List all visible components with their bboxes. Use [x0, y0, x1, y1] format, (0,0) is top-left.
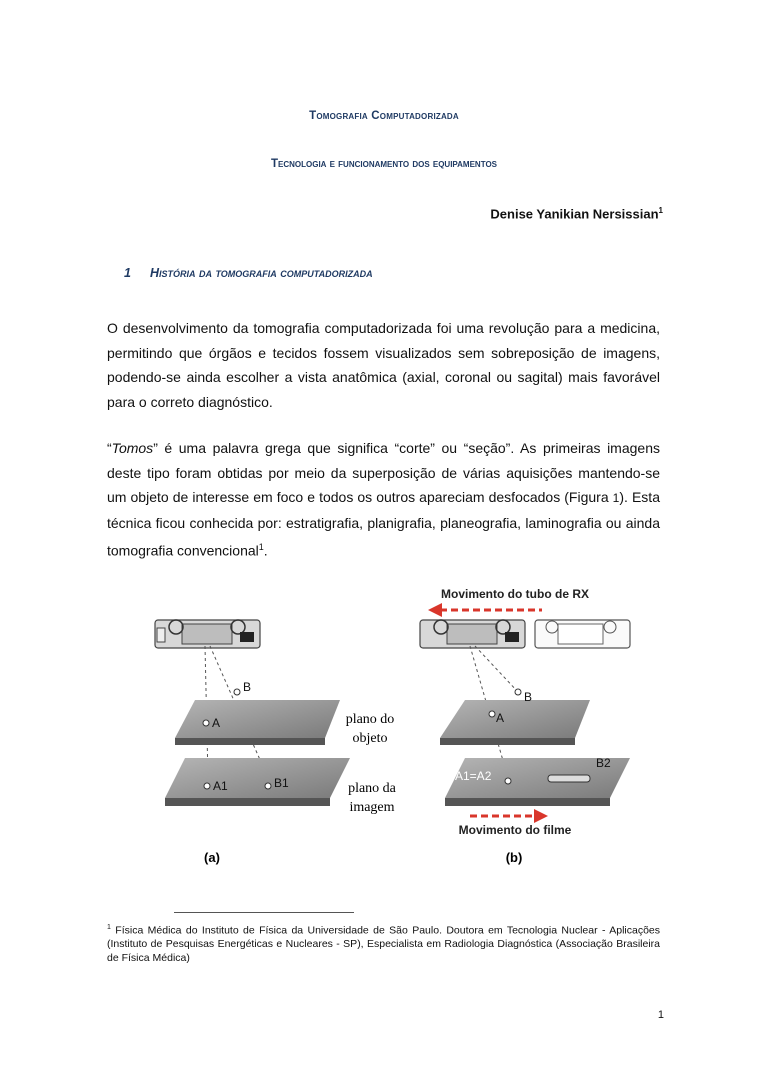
footnote-rule: [174, 912, 354, 913]
footnote-ref: 1: [107, 924, 111, 931]
blur-streak: [548, 775, 590, 782]
author-text: Denise Yanikian Nersissian: [490, 206, 659, 222]
section-heading: [124, 266, 373, 280]
object-plane-line1: plano do: [345, 712, 395, 727]
footnote-text: Física Médica do Instituto de Física da Universidade de São Paulo. Doutora em Tecnologia Nuclear - Aplicações (Instituto de Pesquisas Energéticas e Nucleares - SP), Especialista em Radiologia Diagnóstica (Associação Brasileira de Física Médica): [107, 924, 660, 964]
paragraph-2: [107, 436, 660, 563]
page-number: 1: [657, 1009, 664, 1021]
image-plane-line1: plano da: [348, 781, 396, 796]
label-a1-a: A1: [213, 779, 228, 793]
panel-a-label: (a): [204, 850, 220, 865]
author-name: [490, 206, 663, 221]
label-a-a: A: [212, 716, 221, 730]
label-b2-b: B2: [596, 756, 611, 770]
film-motion-arrow: [470, 809, 548, 823]
label-b-b: B: [524, 690, 533, 704]
section-title: História da tomografia computadorizada: [150, 266, 373, 280]
label-a-b: A: [496, 711, 505, 725]
footnote: [107, 921, 660, 965]
panel-b-object-plane: [440, 700, 590, 738]
panel-b-label: (b): [505, 850, 523, 865]
label-b-a: B: [243, 680, 252, 694]
panel-b-tube-ghost-icon: [535, 620, 630, 648]
paragraph-1: O desenvolvimento da tomografia computadorizada foi uma revolução para a medicina, permitindo que órgãos e tecidos fossem visualizados sem sobreposição de imagens, podendo-se ainda escolher a vista anatômica (axial, coronal ou sagital) mais favorável para o correto diagnóstico.: [107, 320, 660, 410]
panel-a-image-plane: [165, 758, 350, 798]
tube-motion-arrow: [428, 603, 542, 617]
term-tomos: Tomos: [111, 440, 154, 456]
paragraph-2-text-b: ). Esta técnica ficou conhecida por: estratigrafia, planigrafia, planeografia, laminografia ou ainda tomografia convencional: [107, 489, 660, 559]
quote-open: “: [107, 440, 112, 456]
label-b1-a: B1: [274, 776, 289, 790]
object-plane-line2: objeto: [352, 731, 388, 746]
label-a1a2-b: A1=A2: [455, 769, 492, 783]
panel-a-object-plane: [175, 700, 340, 738]
panel-a-tube-icon: [155, 620, 260, 648]
paragraph-2-end: .: [263, 542, 268, 559]
author-footnote-ref: 1: [658, 206, 663, 215]
film-motion-label: Movimento do filme: [458, 823, 572, 837]
paragraph-2-text-a: ” é uma palavra grega que significa “corte” ou “seção”. As primeiras imagens deste tipo foram obtidas por meio da superposição de várias aquisições mantendo-se um objeto de interesse em foco e todos os outros apareciam desfocados (Figura: [107, 440, 660, 505]
document-title: Tomografia Computadorizada: [309, 110, 459, 122]
panel-b-tube-icon: [420, 620, 525, 648]
section-number: 1: [124, 266, 131, 280]
figure-reference: 1: [612, 491, 620, 505]
document-subtitle: Tecnologia e funcionamento dos equipamentos: [270, 158, 498, 170]
point-b-a: [234, 689, 240, 695]
tomography-figure: [140, 580, 640, 880]
citation-ref: 1: [258, 542, 264, 552]
tube-motion-label: Movimento do tubo de RX: [441, 587, 589, 601]
image-plane-line2: imagem: [349, 800, 395, 815]
